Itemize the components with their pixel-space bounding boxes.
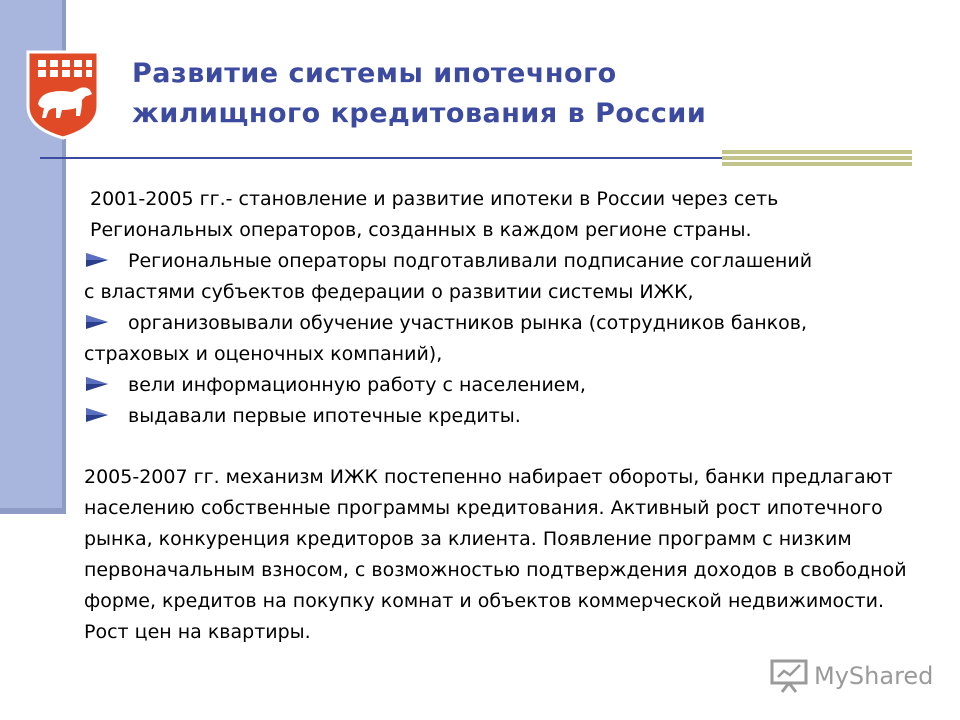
intro-paragraph: 2001-2005 гг.- становление и развитие ипотеки в России через сеть Региональных операторов, созданных в каждом регионе страны. bbox=[90, 188, 779, 241]
bullet-continuation: с властями субъектов федерации о развитии системы ИЖК, bbox=[84, 281, 694, 303]
title-divider-accent bbox=[722, 150, 912, 166]
bullet-text: выдавали первые ипотечные кредиты. bbox=[128, 405, 521, 427]
bullet-item bbox=[84, 308, 914, 370]
bullet-text: организовывали обучение участников рынка (сотрудников банков, bbox=[128, 312, 807, 334]
watermark-text: MyShared bbox=[814, 662, 934, 690]
paragraph-gap bbox=[84, 432, 914, 462]
side-bar-shadow bbox=[0, 508, 66, 514]
slide-title bbox=[132, 54, 852, 134]
arrow-bullet-icon bbox=[84, 374, 114, 394]
bullet-item bbox=[84, 401, 914, 432]
second-paragraph: 2005-2007 гг. механизм ИЖК постепенно набирает обороты, банки предлагают населению собственные программы кредитования. Активный рост ипотечного рынка, конкуренция кредиторов за клиента. Появление программ с низким первоначальным взносом, с возможностью подтверждения доходов в свободной форме, кредитов на покупку комнат и объектов коммерческой недвижимости. Рост цен на квартиры. bbox=[84, 466, 907, 643]
arrow-bullet-icon bbox=[84, 312, 114, 332]
slide-body bbox=[84, 184, 914, 648]
bullet-item bbox=[84, 246, 914, 308]
bear-coat-of-arms-icon bbox=[24, 48, 102, 140]
slide-title-line-2: жилищного кредитования в России bbox=[132, 98, 707, 129]
presentation-board-icon bbox=[770, 659, 808, 693]
arrow-bullet-icon bbox=[84, 405, 114, 425]
bullet-continuation: страховых и оценочных компаний), bbox=[84, 343, 443, 365]
bullet-text: Региональные операторы подготавливали подписание соглашений bbox=[128, 250, 813, 272]
bullet-item bbox=[84, 370, 914, 401]
arrow-bullet-icon bbox=[84, 250, 114, 270]
slide-title-line-1: Развитие системы ипотечного bbox=[132, 58, 617, 89]
bullet-text: вели информационную работу с населением, bbox=[128, 374, 586, 396]
watermark bbox=[770, 656, 933, 696]
